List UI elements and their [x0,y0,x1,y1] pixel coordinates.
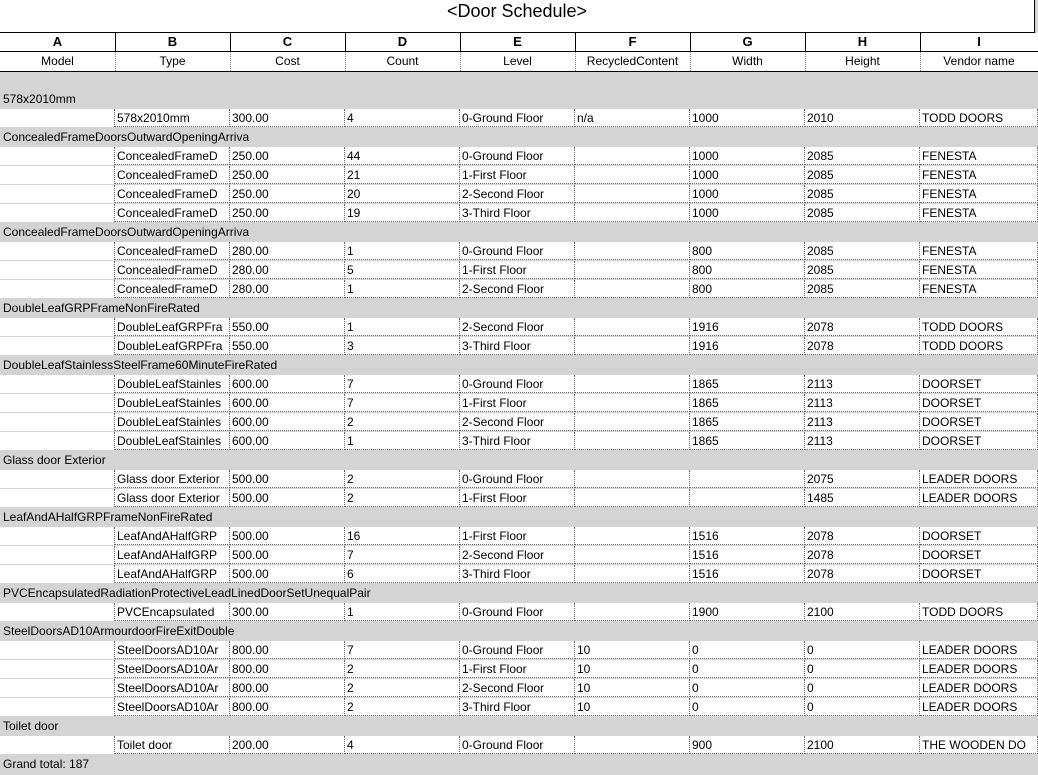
cell-level[interactable]: 3-Third Floor [460,204,575,222]
cell-width[interactable] [690,470,805,488]
cell-cost[interactable]: 600.00 [230,375,345,393]
cell-count[interactable]: 3 [345,337,460,355]
cell-vendor-name[interactable]: DOORSET [920,432,1038,450]
cell-count[interactable]: 21 [345,166,460,184]
cell-model[interactable] [0,679,115,697]
table-row[interactable] [0,546,1038,565]
cell-width[interactable]: 1000 [690,166,805,184]
cell-level[interactable]: 1-First Floor [460,489,575,507]
column-letter-f[interactable]: F [575,33,691,52]
column-name-c[interactable]: Cost [230,52,346,71]
cell-model[interactable] [0,280,115,298]
cell-recycledcontent[interactable]: 10 [575,698,690,716]
table-row[interactable] [0,641,1038,660]
table-row[interactable] [0,679,1038,698]
cell-vendor-name[interactable]: THE WOODEN DO [920,736,1038,754]
cell-type[interactable]: ConcealedFrameD [115,185,230,203]
cell-model[interactable] [0,242,115,260]
cell-width[interactable]: 1900 [690,603,805,621]
cell-count[interactable]: 4 [345,736,460,754]
cell-width[interactable]: 1865 [690,375,805,393]
cell-type[interactable]: ConcealedFrameD [115,204,230,222]
column-letter-c[interactable]: C [230,33,346,52]
cell-width[interactable]: 1000 [690,204,805,222]
cell-cost[interactable]: 280.00 [230,280,345,298]
cell-recycledcontent[interactable] [575,546,690,564]
cell-recycledcontent[interactable] [575,337,690,355]
cell-model[interactable] [0,432,115,450]
cell-height[interactable]: 2078 [805,318,920,336]
column-letter-g[interactable]: G [690,33,806,52]
table-row[interactable] [0,603,1038,622]
cell-recycledcontent[interactable] [575,261,690,279]
cell-recycledcontent[interactable] [575,375,690,393]
column-name-e[interactable]: Level [460,52,576,71]
cell-level[interactable]: 0-Ground Floor [460,641,575,659]
cell-type[interactable]: SteelDoorsAD10Ar [115,641,230,659]
cell-width[interactable]: 0 [690,679,805,697]
cell-model[interactable] [0,166,115,184]
cell-width[interactable]: 0 [690,698,805,716]
column-letter-a[interactable]: A [0,33,116,52]
cell-width[interactable]: 1000 [690,109,805,127]
cell-type[interactable]: DoubleLeafStainles [115,375,230,393]
cell-model[interactable] [0,470,115,488]
cell-model[interactable] [0,641,115,659]
cell-model[interactable] [0,565,115,583]
cell-vendor-name[interactable]: LEADER DOORS [920,698,1038,716]
cell-recycledcontent[interactable] [575,527,690,545]
table-row[interactable] [0,394,1038,413]
cell-cost[interactable]: 250.00 [230,166,345,184]
cell-vendor-name[interactable]: LEADER DOORS [920,679,1038,697]
cell-level[interactable]: 1-First Floor [460,261,575,279]
cell-count[interactable]: 2 [345,660,460,678]
cell-height[interactable]: 2100 [805,603,920,621]
cell-level[interactable]: 2-Second Floor [460,185,575,203]
table-row[interactable] [0,280,1038,299]
cell-count[interactable]: 7 [345,375,460,393]
cell-recycledcontent[interactable]: 10 [575,641,690,659]
cell-type[interactable]: ConcealedFrameD [115,166,230,184]
cell-recycledcontent[interactable] [575,147,690,165]
cell-width[interactable]: 1516 [690,546,805,564]
cell-count[interactable]: 2 [345,489,460,507]
group-header[interactable]: ConcealedFrameDoorsOutwardOpeningArriva [3,130,250,144]
cell-level[interactable]: 1-First Floor [460,660,575,678]
cell-type[interactable]: ConcealedFrameD [115,147,230,165]
cell-level[interactable]: 1-First Floor [460,166,575,184]
cell-height[interactable]: 2085 [805,185,920,203]
cell-width[interactable]: 1916 [690,337,805,355]
cell-width[interactable]: 800 [690,242,805,260]
cell-cost[interactable]: 500.00 [230,489,345,507]
cell-width[interactable]: 900 [690,736,805,754]
cell-type[interactable]: ConcealedFrameD [115,261,230,279]
cell-height[interactable]: 0 [805,698,920,716]
cell-height[interactable]: 0 [805,660,920,678]
column-name-i[interactable]: Vendor name [920,52,1038,71]
cell-cost[interactable]: 600.00 [230,394,345,412]
cell-vendor-name[interactable]: FENESTA [920,204,1038,222]
cell-level[interactable]: 2-Second Floor [460,318,575,336]
cell-vendor-name[interactable]: FENESTA [920,166,1038,184]
cell-cost[interactable]: 550.00 [230,337,345,355]
cell-type[interactable]: DoubleLeafStainles [115,413,230,431]
cell-type[interactable]: 578x2010mm [115,109,230,127]
cell-count[interactable]: 16 [345,527,460,545]
table-row[interactable] [0,527,1038,546]
cell-width[interactable]: 1000 [690,185,805,203]
cell-recycledcontent[interactable] [575,166,690,184]
cell-width[interactable]: 0 [690,641,805,659]
column-letter-b[interactable]: B [115,33,231,52]
cell-type[interactable]: ConcealedFrameD [115,280,230,298]
cell-height[interactable]: 1485 [805,489,920,507]
cell-width[interactable]: 1865 [690,432,805,450]
cell-cost[interactable]: 600.00 [230,432,345,450]
cell-model[interactable] [0,546,115,564]
cell-height[interactable]: 2113 [805,413,920,431]
cell-width[interactable]: 1865 [690,413,805,431]
group-header[interactable]: SteelDoorsAD10ArmourdoorFireExitDouble [3,624,235,638]
group-header[interactable]: 578x2010mm [3,92,76,106]
cell-model[interactable] [0,147,115,165]
column-name-f[interactable]: RecycledContent [575,52,691,71]
cell-type[interactable]: SteelDoorsAD10Ar [115,698,230,716]
cell-level[interactable]: 3-Third Floor [460,698,575,716]
cell-height[interactable]: 2113 [805,432,920,450]
cell-height[interactable]: 2078 [805,337,920,355]
cell-vendor-name[interactable]: LEADER DOORS [920,489,1038,507]
cell-type[interactable]: LeafAndAHalfGRP [115,546,230,564]
cell-count[interactable]: 19 [345,204,460,222]
column-header [0,33,1038,72]
cell-width[interactable]: 1865 [690,394,805,412]
cell-cost[interactable]: 300.00 [230,603,345,621]
table-row[interactable] [0,565,1038,584]
cell-vendor-name[interactable]: FENESTA [920,147,1038,165]
grand-total: Grand total: 187 [3,757,90,771]
cell-model[interactable] [0,603,115,621]
cell-height[interactable]: 0 [805,641,920,659]
cell-type[interactable]: SteelDoorsAD10Ar [115,660,230,678]
column-letter-d[interactable]: D [345,33,461,52]
group-header[interactable]: DoubleLeafStainlessSteelFrame60MinuteFireRated [3,358,278,372]
schedule-title-bar [0,0,1035,33]
table-row[interactable] [0,185,1038,204]
group-header[interactable]: LeafAndAHalfGRPFrameNonFireRated [3,510,213,524]
cell-recycledcontent[interactable] [575,489,690,507]
table-row[interactable] [0,318,1038,337]
cell-count[interactable]: 1 [345,432,460,450]
cell-type[interactable]: DoubleLeafStainles [115,394,230,412]
cell-vendor-name[interactable]: TODD DOORS [920,603,1038,621]
cell-height[interactable]: 2085 [805,147,920,165]
table-row[interactable] [0,147,1038,166]
cell-vendor-name[interactable]: TODD DOORS [920,337,1038,355]
cell-count[interactable]: 2 [345,470,460,488]
cell-vendor-name[interactable]: DOORSET [920,527,1038,545]
cell-vendor-name[interactable]: DOORSET [920,565,1038,583]
cell-cost[interactable]: 800.00 [230,698,345,716]
cell-width[interactable] [690,489,805,507]
cell-vendor-name[interactable]: FENESTA [920,185,1038,203]
cell-count[interactable]: 2 [345,679,460,697]
cell-model[interactable] [0,318,115,336]
table-row[interactable] [0,242,1038,261]
cell-count[interactable]: 7 [345,641,460,659]
cell-vendor-name[interactable]: FENESTA [920,261,1038,279]
cell-width[interactable]: 1516 [690,565,805,583]
cell-height[interactable]: 2085 [805,166,920,184]
cell-level[interactable]: 2-Second Floor [460,546,575,564]
table-row[interactable] [0,736,1038,755]
cell-cost[interactable]: 280.00 [230,242,345,260]
table-row[interactable] [0,413,1038,432]
group-header[interactable]: PVCEncapsulatedRadiationProtectiveLeadLinedDoorSetUnequalPair [3,586,371,600]
cell-cost[interactable]: 250.00 [230,204,345,222]
column-name-b[interactable]: Type [115,52,231,71]
cell-type[interactable]: DoubleLeafGRPFra [115,318,230,336]
cell-cost[interactable]: 500.00 [230,470,345,488]
cell-model[interactable] [0,736,115,754]
cell-count[interactable]: 7 [345,546,460,564]
column-letter-h[interactable]: H [805,33,921,52]
cell-height[interactable]: 2085 [805,261,920,279]
cell-type[interactable]: Glass door Exterior [115,470,230,488]
cell-vendor-name[interactable]: LEADER DOORS [920,660,1038,678]
cell-cost[interactable]: 800.00 [230,641,345,659]
cell-width[interactable]: 0 [690,660,805,678]
group-header[interactable]: DoubleLeafGRPFrameNonFireRated [3,301,200,315]
table-row[interactable] [0,109,1038,128]
table-row[interactable] [0,337,1038,356]
group-header[interactable]: ConcealedFrameDoorsOutwardOpeningArriva [3,225,250,239]
cell-recycledcontent[interactable] [575,394,690,412]
cell-level[interactable]: 0-Ground Floor [460,736,575,754]
cell-model[interactable] [0,261,115,279]
cell-recycledcontent[interactable]: 10 [575,660,690,678]
cell-recycledcontent[interactable]: 10 [575,679,690,697]
cell-recycledcontent[interactable] [575,736,690,754]
cell-count[interactable]: 7 [345,394,460,412]
cell-level[interactable]: 3-Third Floor [460,337,575,355]
table-row[interactable] [0,204,1038,223]
table-row[interactable] [0,489,1038,508]
cell-model[interactable] [0,185,115,203]
cell-cost[interactable]: 250.00 [230,185,345,203]
cell-type[interactable]: DoubleLeafStainles [115,432,230,450]
cell-cost[interactable]: 200.00 [230,736,345,754]
cell-vendor-name[interactable]: DOORSET [920,375,1038,393]
cell-height[interactable]: 2078 [805,546,920,564]
cell-level[interactable]: 1-First Floor [460,394,575,412]
table-row[interactable] [0,166,1038,185]
cell-count[interactable]: 5 [345,261,460,279]
cell-level[interactable]: 1-First Floor [460,527,575,545]
cell-cost[interactable]: 280.00 [230,261,345,279]
cell-cost[interactable]: 500.00 [230,565,345,583]
cell-vendor-name[interactable]: DOORSET [920,394,1038,412]
cell-model[interactable] [0,337,115,355]
cell-level[interactable]: 0-Ground Floor [460,242,575,260]
cell-height[interactable]: 2100 [805,736,920,754]
cell-type[interactable]: LeafAndAHalfGRP [115,565,230,583]
cell-cost[interactable]: 500.00 [230,527,345,545]
cell-height[interactable]: 2085 [805,204,920,222]
cell-height[interactable]: 2075 [805,470,920,488]
cell-recycledcontent[interactable] [575,432,690,450]
cell-recycledcontent[interactable] [575,185,690,203]
cell-vendor-name[interactable]: TODD DOORS [920,109,1038,127]
column-name-h[interactable]: Height [805,52,921,71]
cell-count[interactable]: 1 [345,318,460,336]
cell-height[interactable]: 2085 [805,280,920,298]
cell-count[interactable]: 2 [345,698,460,716]
group-header[interactable]: Glass door Exterior [3,453,106,467]
cell-type[interactable]: ConcealedFrameD [115,242,230,260]
table-row[interactable] [0,432,1038,451]
cell-vendor-name[interactable]: DOORSET [920,546,1038,564]
cell-height[interactable]: 2010 [805,109,920,127]
cell-model[interactable] [0,109,115,127]
cell-model[interactable] [0,375,115,393]
column-name-a[interactable]: Model [0,52,116,71]
cell-model[interactable] [0,489,115,507]
cell-count[interactable]: 20 [345,185,460,203]
cell-vendor-name[interactable]: LEADER DOORS [920,641,1038,659]
cell-recycledcontent[interactable] [575,603,690,621]
cell-level[interactable]: 3-Third Floor [460,565,575,583]
group-header[interactable]: Toilet door [3,719,59,733]
cell-count[interactable]: 2 [345,413,460,431]
cell-recycledcontent[interactable] [575,470,690,488]
cell-count[interactable]: 6 [345,565,460,583]
cell-recycledcontent[interactable] [575,413,690,431]
cell-level[interactable]: 0-Ground Floor [460,109,575,127]
cell-recycledcontent[interactable] [575,565,690,583]
cell-width[interactable]: 800 [690,280,805,298]
cell-vendor-name[interactable]: FENESTA [920,280,1038,298]
cell-count[interactable]: 1 [345,280,460,298]
table-row[interactable] [0,261,1038,280]
cell-level[interactable]: 2-Second Floor [460,280,575,298]
cell-model[interactable] [0,204,115,222]
cell-cost[interactable]: 800.00 [230,679,345,697]
cell-level[interactable]: 3-Third Floor [460,432,575,450]
cell-level[interactable]: 0-Ground Floor [460,603,575,621]
cell-count[interactable]: 44 [345,147,460,165]
cell-height[interactable]: 2078 [805,527,920,545]
cell-recycledcontent[interactable]: n/a [575,109,690,127]
table-row[interactable] [0,470,1038,489]
cell-count[interactable]: 1 [345,603,460,621]
cell-height[interactable]: 2113 [805,375,920,393]
cell-vendor-name[interactable]: TODD DOORS [920,318,1038,336]
column-name-d[interactable]: Count [345,52,461,71]
cell-recycledcontent[interactable] [575,318,690,336]
cell-type[interactable]: LeafAndAHalfGRP [115,527,230,545]
cell-count[interactable]: 1 [345,242,460,260]
cell-width[interactable]: 1916 [690,318,805,336]
cell-recycledcontent[interactable] [575,280,690,298]
cell-type[interactable]: SteelDoorsAD10Ar [115,679,230,697]
column-name-g[interactable]: Width [690,52,806,71]
cell-height[interactable]: 2085 [805,242,920,260]
column-letter-e[interactable]: E [460,33,576,52]
cell-cost[interactable]: 600.00 [230,413,345,431]
cell-model[interactable] [0,394,115,412]
cell-cost[interactable]: 300.00 [230,109,345,127]
cell-cost[interactable]: 800.00 [230,660,345,678]
schedule-title: <Door Schedule> [446,1,588,21]
table-row[interactable] [0,375,1038,394]
cell-level[interactable]: 0-Ground Floor [460,147,575,165]
cell-level[interactable]: 0-Ground Floor [460,375,575,393]
column-letter-i[interactable]: I [920,33,1038,52]
cell-cost[interactable]: 550.00 [230,318,345,336]
table-row[interactable] [0,660,1038,679]
cell-count[interactable]: 4 [345,109,460,127]
cell-model[interactable] [0,413,115,431]
cell-height[interactable]: 2113 [805,394,920,412]
cell-level[interactable]: 0-Ground Floor [460,470,575,488]
cell-model[interactable] [0,698,115,716]
cell-width[interactable]: 1000 [690,147,805,165]
cell-width[interactable]: 1516 [690,527,805,545]
cell-cost[interactable]: 500.00 [230,546,345,564]
cell-width[interactable]: 800 [690,261,805,279]
cell-type[interactable]: PVCEncapsulated [115,603,230,621]
cell-vendor-name[interactable]: FENESTA [920,242,1038,260]
cell-model[interactable] [0,660,115,678]
cell-height[interactable]: 0 [805,679,920,697]
cell-model[interactable] [0,527,115,545]
cell-level[interactable]: 2-Second Floor [460,413,575,431]
cell-type[interactable]: Glass door Exterior [115,489,230,507]
cell-type[interactable]: Toilet door [115,736,230,754]
cell-vendor-name[interactable]: DOORSET [920,413,1038,431]
cell-cost[interactable]: 250.00 [230,147,345,165]
table-row[interactable] [0,698,1038,717]
cell-type[interactable]: DoubleLeafGRPFra [115,337,230,355]
cell-recycledcontent[interactable] [575,204,690,222]
cell-vendor-name[interactable]: LEADER DOORS [920,470,1038,488]
cell-recycledcontent[interactable] [575,242,690,260]
cell-height[interactable]: 2078 [805,565,920,583]
cell-level[interactable]: 2-Second Floor [460,679,575,697]
